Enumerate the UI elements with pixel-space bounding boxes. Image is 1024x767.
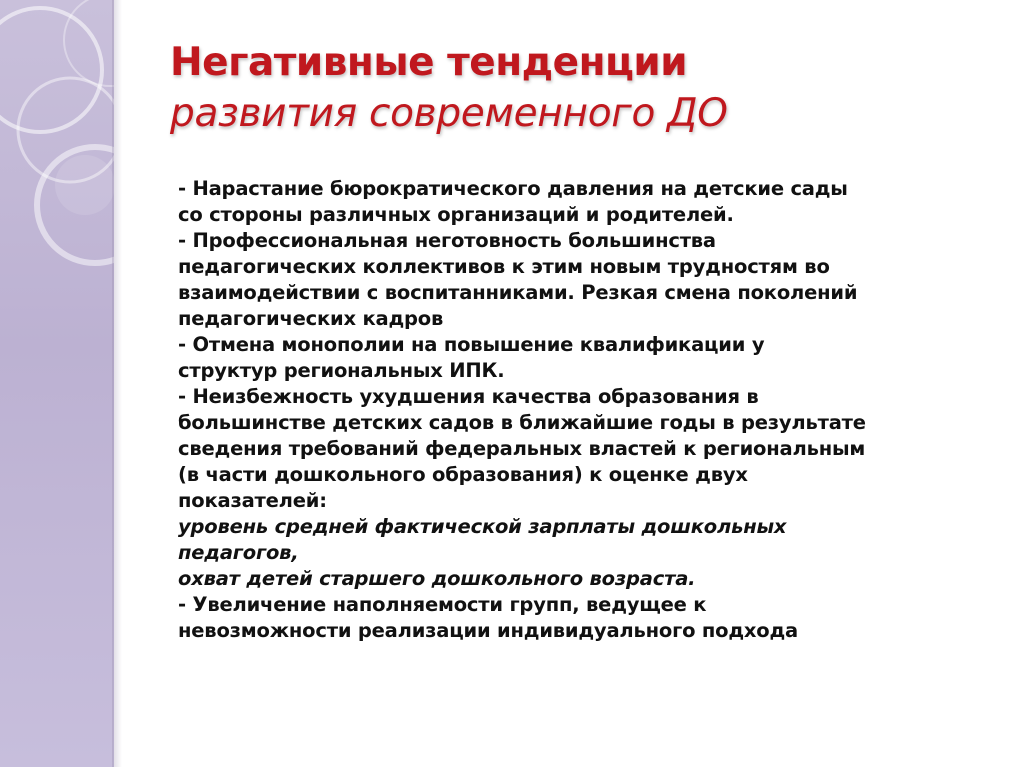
- body-line: большинстве детских садов в ближайшие годы в результате: [178, 411, 866, 434]
- body-line: - Отмена монополии на повышение квалификации у: [178, 333, 765, 356]
- body-line: показателей:: [178, 489, 327, 512]
- slide-title: [170, 38, 970, 140]
- body-line: (в части дошкольного образования) к оценке двух: [178, 463, 748, 486]
- title-line-2: развития современного ДО: [170, 91, 728, 136]
- decorative-sidebar: [0, 0, 114, 767]
- title-line-1: Негативные тенденции: [170, 40, 688, 85]
- body-line: - Увеличение наполняемости групп, ведущее к: [178, 593, 707, 616]
- body-line: невозможности реализации индивидуального подхода: [178, 619, 798, 642]
- body-line: - Нарастание бюрократического давления на детские сады: [178, 177, 848, 200]
- body-line: педагогических кадров: [178, 307, 444, 330]
- slide-body: [178, 176, 978, 644]
- body-line: взаимодействии с воспитанниками. Резкая смена поколений: [178, 281, 858, 304]
- body-line: уровень средней фактической зарплаты дошкольных: [178, 515, 787, 538]
- decorative-circles: [0, 0, 114, 767]
- sidebar-divider: [112, 0, 122, 767]
- body-line: педагогов,: [178, 541, 299, 564]
- body-line: со стороны различных организаций и родителей.: [178, 203, 734, 226]
- body-line: сведения требований федеральных властей к региональным: [178, 437, 866, 460]
- body-line: структур региональных ИПК.: [178, 359, 505, 382]
- body-line: - Неизбежность ухудшения качества образования в: [178, 385, 759, 408]
- body-line: педагогических коллективов к этим новым трудностям во: [178, 255, 830, 278]
- body-line: - Профессиональная неготовность большинства: [178, 229, 716, 252]
- body-line: охват детей старшего дошкольного возраста.: [178, 567, 696, 590]
